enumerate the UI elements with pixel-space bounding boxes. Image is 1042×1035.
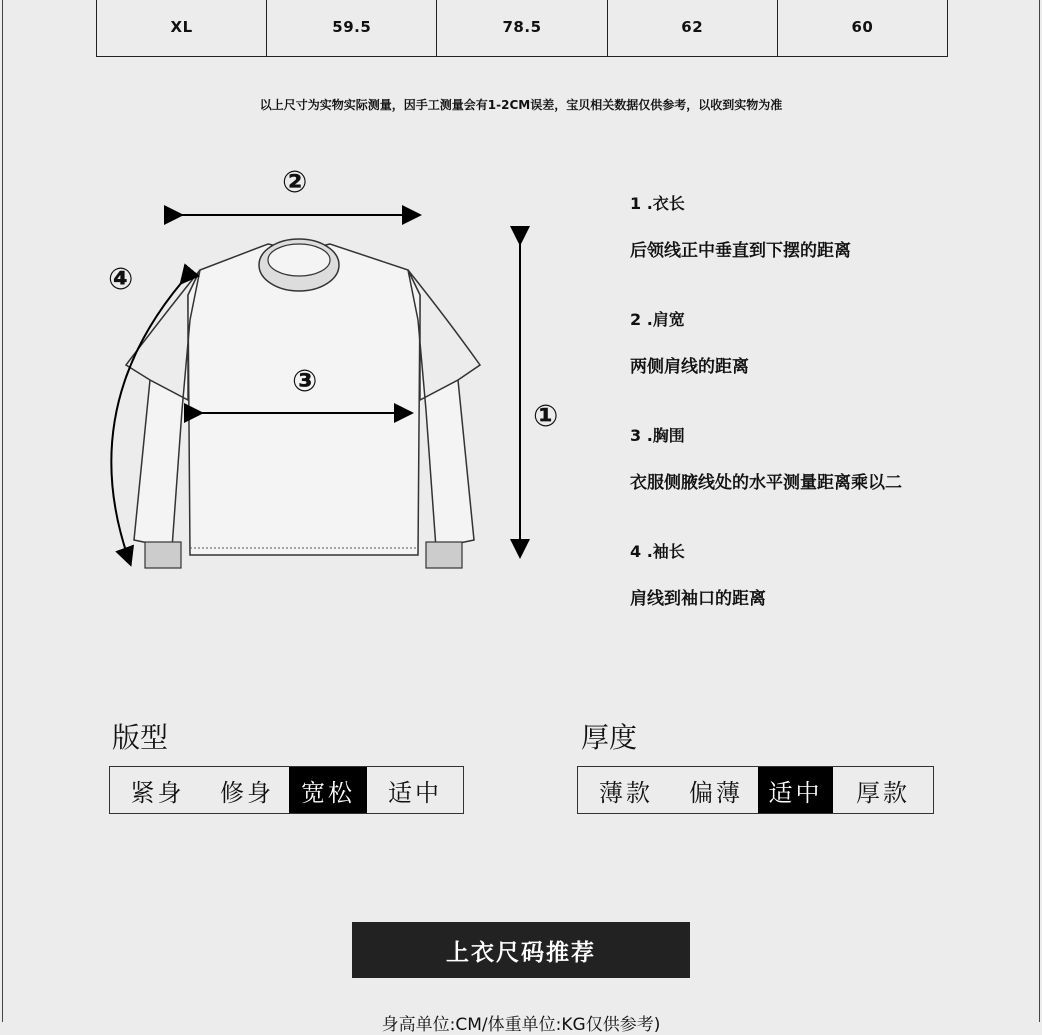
size-cell: 62 — [608, 0, 778, 56]
measure-3-desc: 衣服侧腋线处的水平测量距离乘以二 — [630, 473, 902, 493]
size-cell: 78.5 — [437, 0, 607, 56]
thickness-option: 厚款 — [856, 778, 910, 807]
marker-2: ② — [282, 165, 308, 200]
fit-option: 适中 — [388, 778, 442, 807]
fit-option-selected: 宽松 — [289, 767, 367, 813]
right-border — [1039, 0, 1040, 1022]
unit-note: 身高单位:CM/体重单位:KG仅供参考) — [381, 1015, 661, 1035]
measure-2-title: 2 .肩宽 — [630, 310, 685, 329]
size-cell: XL — [97, 0, 267, 56]
fit-option: 修身 — [220, 778, 274, 807]
sweater-illustration — [90, 160, 590, 580]
left-border — [2, 0, 3, 1022]
size-table-row — [96, 0, 948, 57]
thickness-option-selected: 适中 — [758, 767, 833, 813]
fit-option: 紧身 — [130, 778, 185, 807]
measurement-note: 以上尺寸为实物实际测量，因手工测量会有1-2CM误差，宝贝相关数据仅供参考，以收到实物为准 — [259, 98, 783, 112]
measure-1-desc: 后领线正中垂直到下摆的距离 — [630, 241, 851, 261]
measure-2-desc: 两侧肩线的距离 — [630, 357, 749, 377]
measure-3-title: 3 .胸围 — [630, 426, 685, 445]
sweater-diagram — [90, 160, 590, 580]
marker-3: ③ — [292, 364, 318, 399]
measure-4-desc: 肩线到袖口的距离 — [630, 589, 766, 609]
thickness-scale — [577, 766, 934, 814]
size-cell: 59.5 — [267, 0, 437, 56]
thickness-option: 薄款 — [599, 778, 653, 807]
size-recommendation-header: 上衣尺码推荐 — [352, 922, 690, 978]
marker-1: ① — [533, 399, 559, 434]
fit-title: 版型 — [112, 721, 169, 754]
marker-4: ④ — [108, 262, 134, 297]
fit-scale — [109, 766, 464, 814]
measure-1-title: 1 .衣长 — [630, 194, 685, 213]
measure-4-title: 4 .袖长 — [630, 542, 685, 561]
size-cell: 60 — [851, 18, 874, 36]
thickness-option: 偏薄 — [689, 778, 743, 807]
thickness-title: 厚度 — [581, 721, 638, 754]
